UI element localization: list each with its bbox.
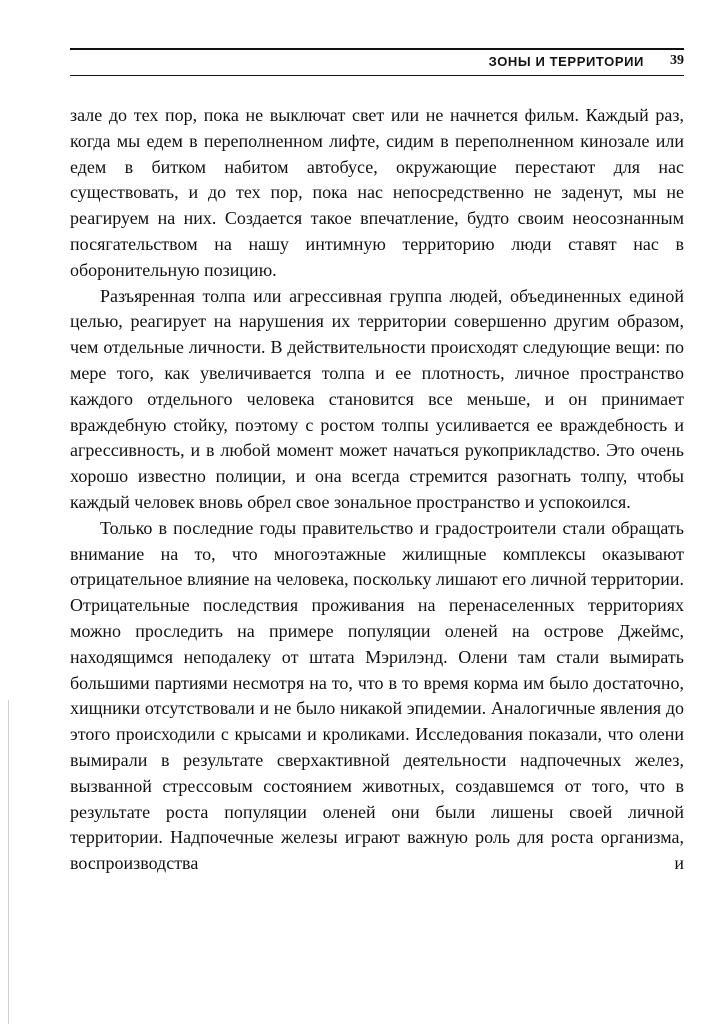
page-number: 39 [670, 53, 684, 68]
page-edge-line [8, 700, 9, 1024]
running-head: ЗОНЫ И ТЕРРИТОРИИ [488, 54, 644, 69]
header-rule-bottom [70, 75, 684, 76]
header-rule-top [70, 48, 684, 50]
paragraph-3: Только в последние годы правительство и градостроители стали обращать внимание на то, что многоэтажные жилищные комплексы оказывают отрицательное влияние на человека, поскольку лишают его личной территории. Отрицательные последствия проживания на перенаселенных территориях можно проследить на примере популяции оленей на острове Джеймс, находящимся неподалеку от штата Мэрилэнд. Олени там стали вымирать большими партиями несмотря на то, что в то время корма им было достаточно, хищники отсутствовали и не было никакой эпидемии. Аналогичные явления до этого происходили с крысами и кроликами. Исследования показали, что олени вымирали в результате сверхактивной деятельности надпочечных желез, вызванной стрессовым состоянием животных, создавшемся от того, что в результате роста популяции оленей они были лишены своей личной территории. Надпочечные железы играют важную роль для роста организма, воспроизводства и [70, 517, 684, 874]
body-text [70, 103, 684, 877]
paragraph-1: зале до тех пор, пока не выключат свет или не начнется фильм. Каждый раз, когда мы едем в переполненном лифте, сидим в переполненном кинозале или едем в битком набитом автобусе, окружающие перестают для нас существовать, и до тех пор, пока нас непосредственно не заденут, мы не реагируем на них. Создается такое впечатление, будто своим неосознанным посягательством на нашу интимную территорию люди ставят нас в оборонительную позицию. [70, 105, 684, 280]
page-header [70, 46, 684, 78]
paragraph-2: Разъяренная толпа или агрессивная группа людей, объединенных единой целью, реагирует на нарушения их территории совершенно другим образом, чем отдельные личности. В действительности происходят следующие вещи: по мере того, как увеличивается толпа и ее плотность, личное пространство каждого отдельного человека становится все меньше, и он принимает враждебную стойку, поэтому с ростом толпы усиливается ее враждебность и агрессивность, и в любой момент может начаться рукоприкладство. Это очень хорошо известно полиции, и она всегда стремится разогнать толпу, чтобы каждый человек вновь обрел свое зональное пространство и успокоился. [70, 285, 684, 512]
